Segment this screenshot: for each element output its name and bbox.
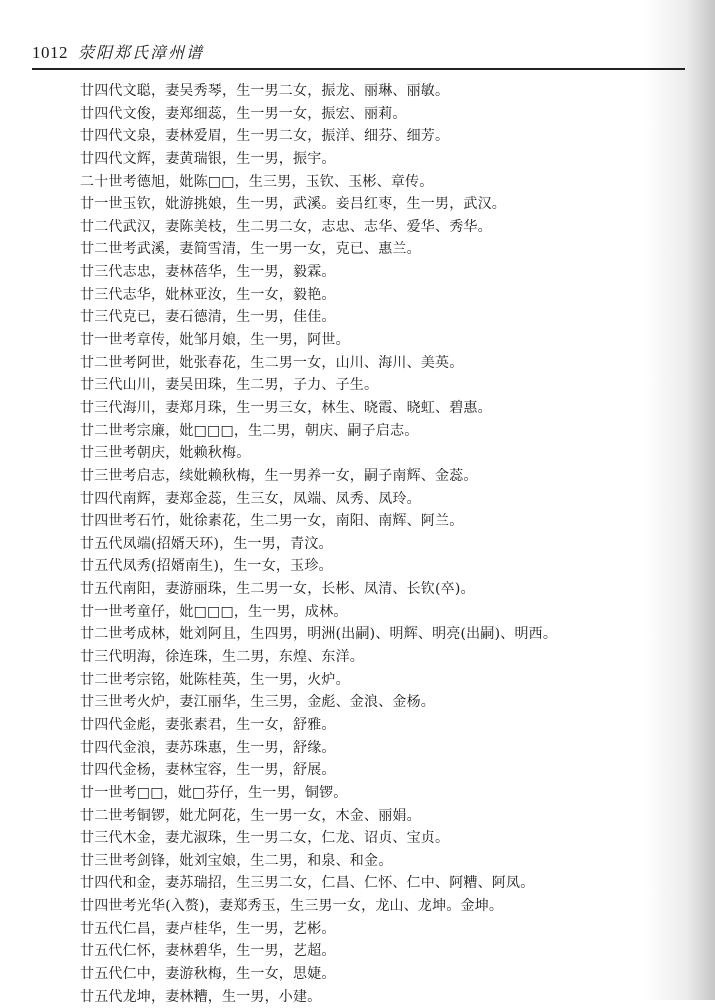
text-line: 廿三代海川，妻郑月珠，生一男三女，林生、晓霞、晓虹、碧惠。 bbox=[80, 399, 492, 416]
text-line: 廿二代武汉，妻陈美枝，生二男二女，志忠、志华、爱华、秀华。 bbox=[80, 218, 492, 235]
genealogy-text bbox=[80, 80, 680, 1008]
text-line: 廿二世考成林，妣刘阿且，生四男，明洲(出嗣)、明辉、明亮(出嗣)、明西。 bbox=[80, 626, 558, 643]
text-line: 廿四代金彪，妻张素君，生一女，舒雅。 bbox=[80, 716, 336, 733]
text-line: 廿五代仁中，妻游秋梅，生一女，思婕。 bbox=[80, 965, 336, 982]
text-line: 廿四世考光华(入赘)，妻郑秀玉，生三男一女，龙山、龙坤。金坤。 bbox=[80, 898, 504, 915]
text-line: 廿一世考章传，妣邹月娘，生一男，阿世。 bbox=[80, 332, 350, 349]
text-line: 廿三代木金，妻尤淑珠，生一男二女，仁龙、诏贞、宝贞。 bbox=[80, 830, 450, 847]
text-line: 廿五代仁昌，妻卢桂华，生一男，艺彬。 bbox=[80, 920, 336, 937]
text-line: 廿四世考石竹，妣徐素花，生二男一女，南阳、南辉、阿兰。 bbox=[80, 513, 464, 530]
text-line: 廿四代和金，妻苏瑞招，生三男二女，仁昌、仁怀、仁中、阿糟、阿凤。 bbox=[80, 875, 535, 892]
page-number: 1012 bbox=[32, 43, 68, 62]
text-line: 廿二世考铜锣，妣尤阿花，生一男一女，木金、丽娟。 bbox=[80, 807, 421, 824]
text-line: 廿五代凤端(招婿天环)，生一男，青汶。 bbox=[80, 535, 333, 552]
text-line: 廿三代志忠，妻林蓓华，生一男，毅霖。 bbox=[80, 264, 336, 281]
header-rule bbox=[32, 68, 685, 70]
page-header bbox=[32, 40, 685, 68]
text-line: 廿一世考童仔，妣□□□，生一男，成林。 bbox=[80, 603, 348, 620]
text-line: 廿四代文泉，妻林爱眉，生一男二女，振洋、细芬、细芳。 bbox=[80, 128, 450, 145]
text-line: 廿三代山川，妻吴田珠，生二男，子力、子生。 bbox=[80, 377, 379, 394]
text-line: 廿一世玉钦，妣游挑娘，生一男，武溪。妾吕红枣，生一男，武汉。 bbox=[80, 196, 506, 213]
text-line: 廿二世考宗铭，妣陈桂英，生一男，火炉。 bbox=[80, 671, 350, 688]
text-line: 廿四代金浪，妻苏珠惠，生一男，舒缘。 bbox=[80, 739, 336, 756]
text-line: 廿四代金杨，妻林宝容，生一男，舒展。 bbox=[80, 762, 336, 779]
text-line: 廿五代龙坤，妻林糟，生一男，小建。 bbox=[80, 988, 322, 1005]
text-line: 廿一世考□□，妣□芬仔，生一男，铜锣。 bbox=[80, 784, 348, 801]
text-line: 二十世考德旭，妣陈□□，生三男，玉钦、玉彬、章传。 bbox=[80, 173, 434, 190]
text-line: 廿四代南辉，妻郑金蕊，生三女，凤端、凤秀、凤玲。 bbox=[80, 490, 421, 507]
text-line: 廿五代南阳，妻游丽珠，生二男一女，长彬、凤清、长钦(卒)。 bbox=[80, 581, 475, 598]
text-line: 廿三代志华，妣林亚汝，生一女，毅艳。 bbox=[80, 286, 336, 303]
text-line: 廿三世考剑锋，妣刘宝娘，生二男，和泉、和金。 bbox=[80, 852, 393, 869]
running-title: 荥阳郑氏漳州谱 bbox=[78, 43, 205, 62]
text-line: 廿四代文聪，妻吴秀琴，生一男二女，振龙、丽琳、丽敏。 bbox=[80, 83, 450, 99]
text-line: 廿二世考宗廉，妣□□□，生二男，朝庆、嗣子启志。 bbox=[80, 422, 419, 439]
text-line: 廿三世考启志，续妣赖秋梅，生一男养一女，嗣子南辉、金蕊。 bbox=[80, 467, 478, 484]
text-line: 廿三代明海，徐连珠，生二男，东煌、东洋。 bbox=[80, 649, 364, 666]
text-line: 廿二世考武溪，妻简雪清，生一男一女，克已、惠兰。 bbox=[80, 241, 421, 258]
text-line: 廿三世考朝庆，妣赖秋梅。 bbox=[80, 445, 251, 462]
text-line: 廿五代凤秀(招婿南生)，生一女，玉珍。 bbox=[80, 558, 333, 575]
text-line: 廿五代仁怀，妻林碧华，生一男，艺超。 bbox=[80, 943, 336, 960]
text-line: 廿三代克已，妻石德清，生一男，佳佳。 bbox=[80, 309, 336, 326]
text-line: 廿二世考阿世，妣张春花，生二男一女，山川、海川、美英。 bbox=[80, 354, 464, 371]
text-line: 廿三世考火炉，妻江丽华，生三男，金彪、金浪、金杨。 bbox=[80, 694, 435, 711]
text-line: 廿四代文辉，妻黄瑞银，生一男，振宇。 bbox=[80, 150, 336, 167]
text-line: 廿四代文俊，妻郑细蕊，生一男一女，振宏、丽莉。 bbox=[80, 105, 407, 122]
